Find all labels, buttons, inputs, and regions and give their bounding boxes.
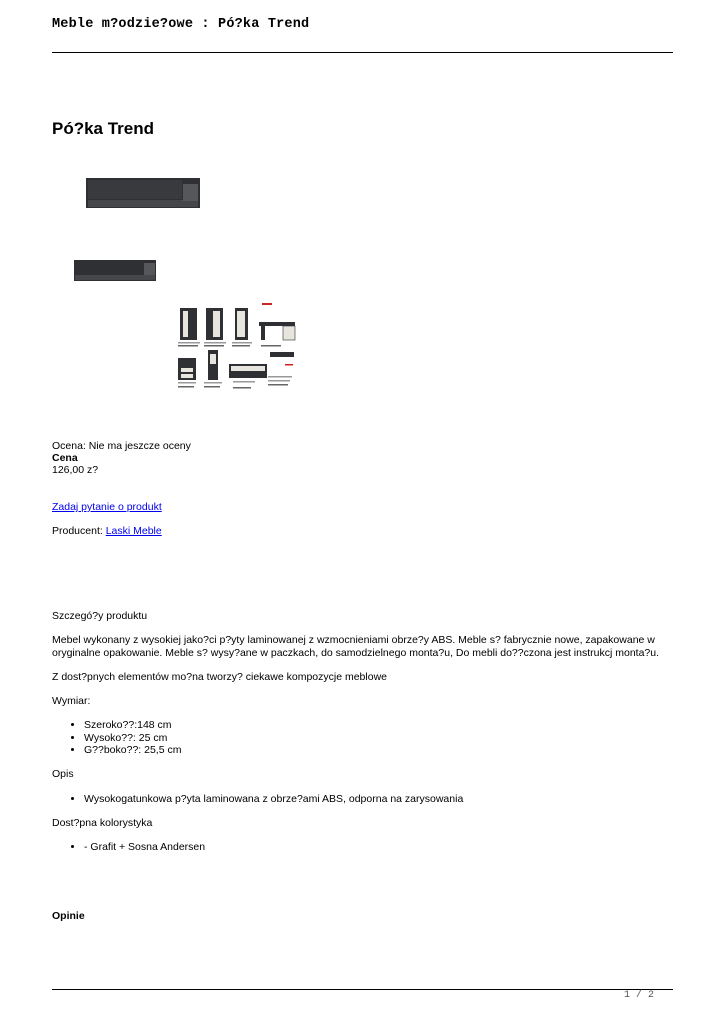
product-collection-image bbox=[175, 302, 300, 396]
colors-list bbox=[52, 841, 205, 854]
list-item: • Szeroko??:148 cm bbox=[84, 719, 181, 732]
product-image-main bbox=[86, 176, 200, 210]
page-title: Pó?ka Trend bbox=[52, 119, 155, 138]
dimensions-label: Wymiar: bbox=[52, 695, 91, 707]
composition-text: Z dost?pnych elementów mo?na tworzy? ciekawe kompozycje meblowe bbox=[52, 671, 387, 683]
colors-label: Dost?pna kolorystyka bbox=[52, 817, 153, 829]
header-rule bbox=[52, 52, 673, 53]
details-heading: Szczegó?y produktu bbox=[52, 610, 148, 622]
footer-rule bbox=[52, 989, 673, 990]
rating-text: Ocena: Nie ma jeszcze oceny bbox=[52, 440, 191, 452]
list-item: • Wysokogatunkowa p?yta laminowana z obrze?ami ABS, odporna na zarysowania bbox=[84, 793, 463, 806]
ask-question-link[interactable]: Zadaj pytanie o produkt bbox=[52, 501, 162, 513]
opis-label: Opis bbox=[52, 768, 74, 780]
price-value: 126,00 z? bbox=[52, 464, 99, 476]
page-header-title: Meble m?odzie?owe : Pó?ka Trend bbox=[52, 17, 310, 32]
reviews-heading: Opinie bbox=[52, 910, 85, 922]
list-item: • - Grafit + Sosna Andersen bbox=[84, 841, 205, 854]
product-image-thumb bbox=[74, 259, 156, 282]
list-item: • Wysoko??: 25 cm bbox=[84, 732, 181, 745]
opis-list bbox=[52, 793, 463, 806]
producer-link[interactable]: Laski Meble bbox=[105, 525, 162, 537]
producer-line bbox=[52, 525, 162, 537]
list-item: • G??boko??: 25,5 cm bbox=[84, 744, 181, 757]
product-description: Mebel wykonany z wysokiej jako?ci p?yty laminowanej z wzmocnieniami obrze?y ABS. Meble s? fabrycznie nowe, zapakowane w oryginalne opakowanie. Meble s? wysy?ane w paczkach, do samodzielnego monta?u, Do mebli do??czona jest instrukcj monta?u. bbox=[52, 634, 660, 659]
page-number: 1 / 2 bbox=[624, 990, 655, 1001]
price-label: Cena bbox=[52, 452, 78, 464]
producer-label: Producent: bbox=[52, 525, 106, 537]
dimensions-list bbox=[52, 719, 181, 757]
